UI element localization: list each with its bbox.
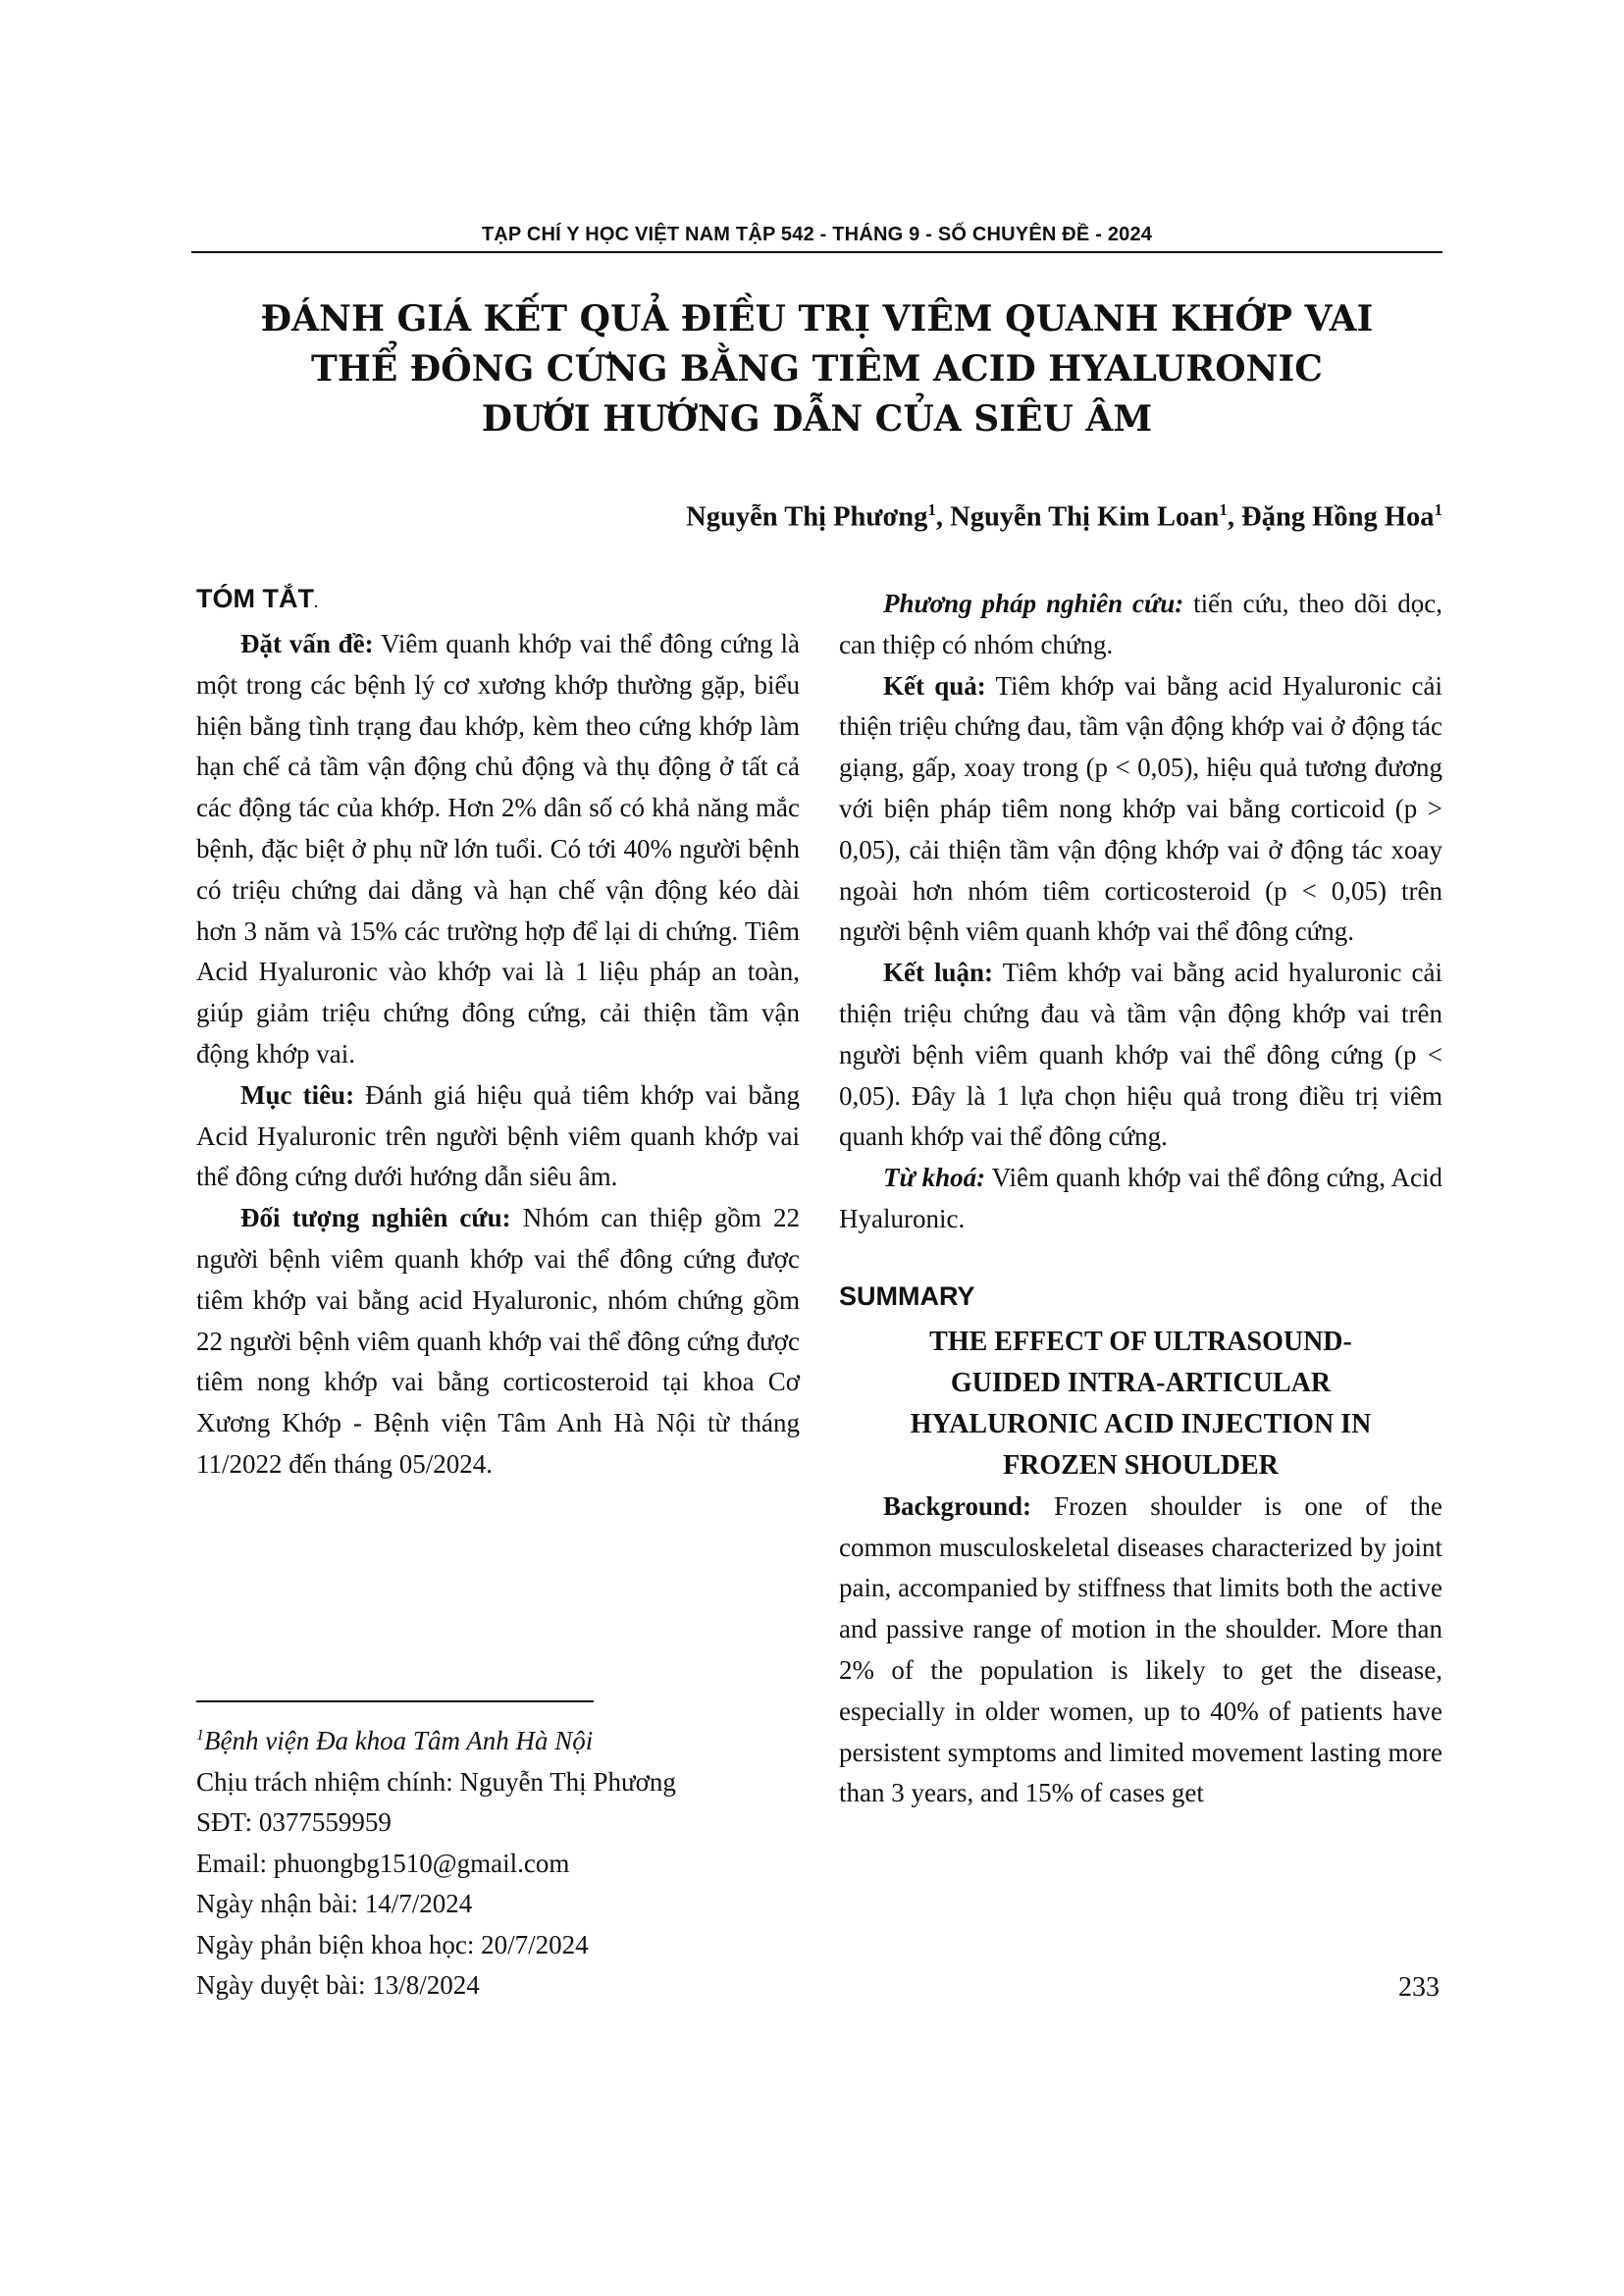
- paragraph-text: Tiêm khớp vai bằng acid hyaluronic cải thiện triệu chứng đau và tầm vận động khớp vai trên người bệnh viêm quanh khớp vai thể đông cứng (p < 0,05). Đây là 1 lựa chọn hiệu quả trong điều trị viêm quanh khớp vai thể đông cứng.: [839, 958, 1442, 1152]
- author-name: Nguyễn Thị Phương: [686, 501, 928, 533]
- author-name: Nguyễn Thị Kim Loan: [950, 501, 1220, 533]
- author-affiliation-mark: 1: [1219, 500, 1228, 519]
- page-number: 233: [1398, 1972, 1440, 2003]
- summary-heading: SUMMARY: [839, 1280, 975, 1311]
- paragraph-text: Viêm quanh khớp vai thể đông cứng là một trong các bệnh lý cơ xương khớp thường gặp, biểu hiện bằng tình trạng đau khớp, kèm theo cứng khớp làm hạn chế cả tầm vận động chủ động và thụ động ở tất cả các động tác của khớp. Hơn 2% dân số có khả năng mắc bệnh, đặc biệt ở phụ nữ lớn tuổi. Có tới 40% người bệnh có triệu chứng dai dẳng và hạn chế vận động kéo dài hơn 3 năm và 15% các trường hợp để lại di chứng. Tiêm Acid Hyaluronic vào khớp vai là 1 liệu pháp an toàn, giúp giảm triệu chứng đông cứng, cải thiện tầm vận động khớp vai.: [196, 629, 800, 1069]
- article-title: [191, 294, 1442, 444]
- paragraph-label: Mục tiêu:: [240, 1079, 355, 1110]
- summary-paragraph-background: [839, 1487, 1442, 1814]
- english-title-line: GUIDED INTRA-ARTICULAR: [950, 1367, 1332, 1398]
- journal-header: TẠP CHÍ Y HỌC VIỆT NAM TẬP 542 - THÁNG 9 - SỐ CHUYÊN ĐỀ - 2024: [481, 224, 1153, 245]
- paragraph-label: Kết luận:: [883, 958, 994, 988]
- footnote-phone: SĐT: 0377559959: [196, 1807, 392, 1837]
- affiliation-text: Bệnh viện Đa khoa Tâm Anh Hà Nội: [204, 1726, 594, 1755]
- footnote-received-date: Ngày nhận bài: 14/7/2024: [196, 1889, 473, 1918]
- author-separator: ,: [1227, 501, 1242, 533]
- header-rule: [191, 251, 1442, 253]
- paragraph-text: Frozen shoulder is one of the common musculoskeletal diseases characterized by joint pain, accompanied by stiffness that limits both the active and passive range of motion in the shoulder. More than 2% of the population is likely to get the disease, especially in older women, up to 40% of patients have persistent symptoms and limited movement lasting more than 3 years, and 15% of cases get: [839, 1490, 1442, 1808]
- author-affiliation-mark: 1: [1434, 500, 1442, 519]
- abstract-paragraph-background: [196, 624, 800, 1075]
- abstract-paragraph-conclusion: [839, 953, 1442, 1158]
- paragraph-label: Phương pháp nghiên cứu:: [883, 589, 1184, 618]
- paragraph-text: Đánh giá hiệu quả tiêm khớp vai bằng Acid Hyaluronic trên người bệnh viêm quanh khớp vai thể đông cứng dưới hướng dẫn siêu âm.: [196, 1079, 800, 1192]
- abstract-paragraph-subjects: [196, 1198, 800, 1486]
- author-affiliation-mark: 1: [927, 500, 936, 519]
- title-line: DƯỚI HƯỚNG DẪN CỦA SIÊU ÂM: [481, 398, 1153, 440]
- paragraph-label: Background:: [883, 1490, 1032, 1521]
- english-title: [839, 1322, 1442, 1487]
- abstract-heading-text: TÓM TẮT: [196, 584, 314, 613]
- abstract-paragraph-methods: [839, 584, 1442, 666]
- footnote-affiliation: [196, 1715, 824, 1762]
- author-separator: ,: [935, 501, 951, 533]
- footnote-rule: [196, 1700, 594, 1702]
- english-title-line: THE EFFECT OF ULTRASOUND-: [929, 1326, 1352, 1357]
- right-column: [839, 584, 1442, 1814]
- footnote-accepted-date: Ngày duyệt bài: 13/8/2024: [196, 1970, 480, 2000]
- affiliation-mark: 1: [196, 1727, 204, 1744]
- author-list: [686, 500, 1442, 534]
- abstract-paragraph-results: [839, 666, 1442, 954]
- english-title-line: FROZEN SHOULDER: [1003, 1449, 1279, 1481]
- footnote-review-date: Ngày phản biện khoa học: 20/7/2024: [196, 1929, 589, 1959]
- paragraph-text: Nhóm can thiệp gồm 22 người bệnh viêm quanh khớp vai thể đông cứng được tiêm khớp vai bằng acid Hyaluronic, nhóm chứng gồm 22 người bệnh viêm quanh khớp vai thể đông cứng được tiêm nong khớp vai bằng corticosteroid tại khoa Cơ Xương Khớp - Bệnh viện Tâm Anh Hà Nội từ tháng 11/2022 đến tháng 05/2024.: [196, 1203, 800, 1479]
- paragraph-text: tiến cứu, theo dõi dọc, can thiệp có nhóm chứng.: [839, 589, 1442, 659]
- abstract-paragraph-objective: [196, 1075, 800, 1198]
- title-line: ĐÁNH GIÁ KẾT QUẢ ĐIỀU TRỊ VIÊM QUANH KHỚP VAI: [260, 298, 1374, 339]
- paragraph-label: Đối tượng nghiên cứu:: [240, 1203, 511, 1233]
- footnotes: [196, 1715, 824, 2007]
- left-column: [196, 584, 800, 1486]
- abstract-heading: [196, 584, 800, 614]
- footnote-email: Email: phuongbg1510@gmail.com: [196, 1848, 570, 1878]
- paragraph-label: Đặt vấn đề:: [240, 629, 374, 658]
- author-name: Đặng Hồng Hoa: [1241, 501, 1435, 533]
- keywords: [839, 1158, 1442, 1240]
- footnote-corresponding-author: Chịu trách nhiệm chính: Nguyễn Thị Phương: [196, 1766, 676, 1797]
- abstract-heading-suffix: .: [313, 595, 318, 610]
- paragraph-label: Kết quả:: [883, 670, 986, 701]
- keywords-text: Viêm quanh khớp vai thể đông cứng, Acid Hyaluronic.: [839, 1163, 1442, 1233]
- paragraph-text: Tiêm khớp vai bằng acid Hyaluronic cải thiện triệu chứng đau, tầm vận động khớp vai ở động tác giạng, gấp, xoay trong (p < 0,05), hiệu quả tương đương với biện pháp tiêm nong khớp vai bằng corticoid (p > 0,05), cải thiện tầm vận động khớp vai ở động tác xoay ngoài hơn nhóm tiêm corticosteroid (p < 0,05) trên người bệnh viêm quanh khớp vai thể đông cứng.: [839, 670, 1442, 947]
- keywords-label: Từ khoá:: [883, 1163, 986, 1193]
- title-line: THỂ ĐÔNG CỨNG BẰNG TIÊM ACID HYALURONIC: [311, 348, 1323, 390]
- english-title-line: HYALURONIC ACID INJECTION IN: [910, 1408, 1372, 1439]
